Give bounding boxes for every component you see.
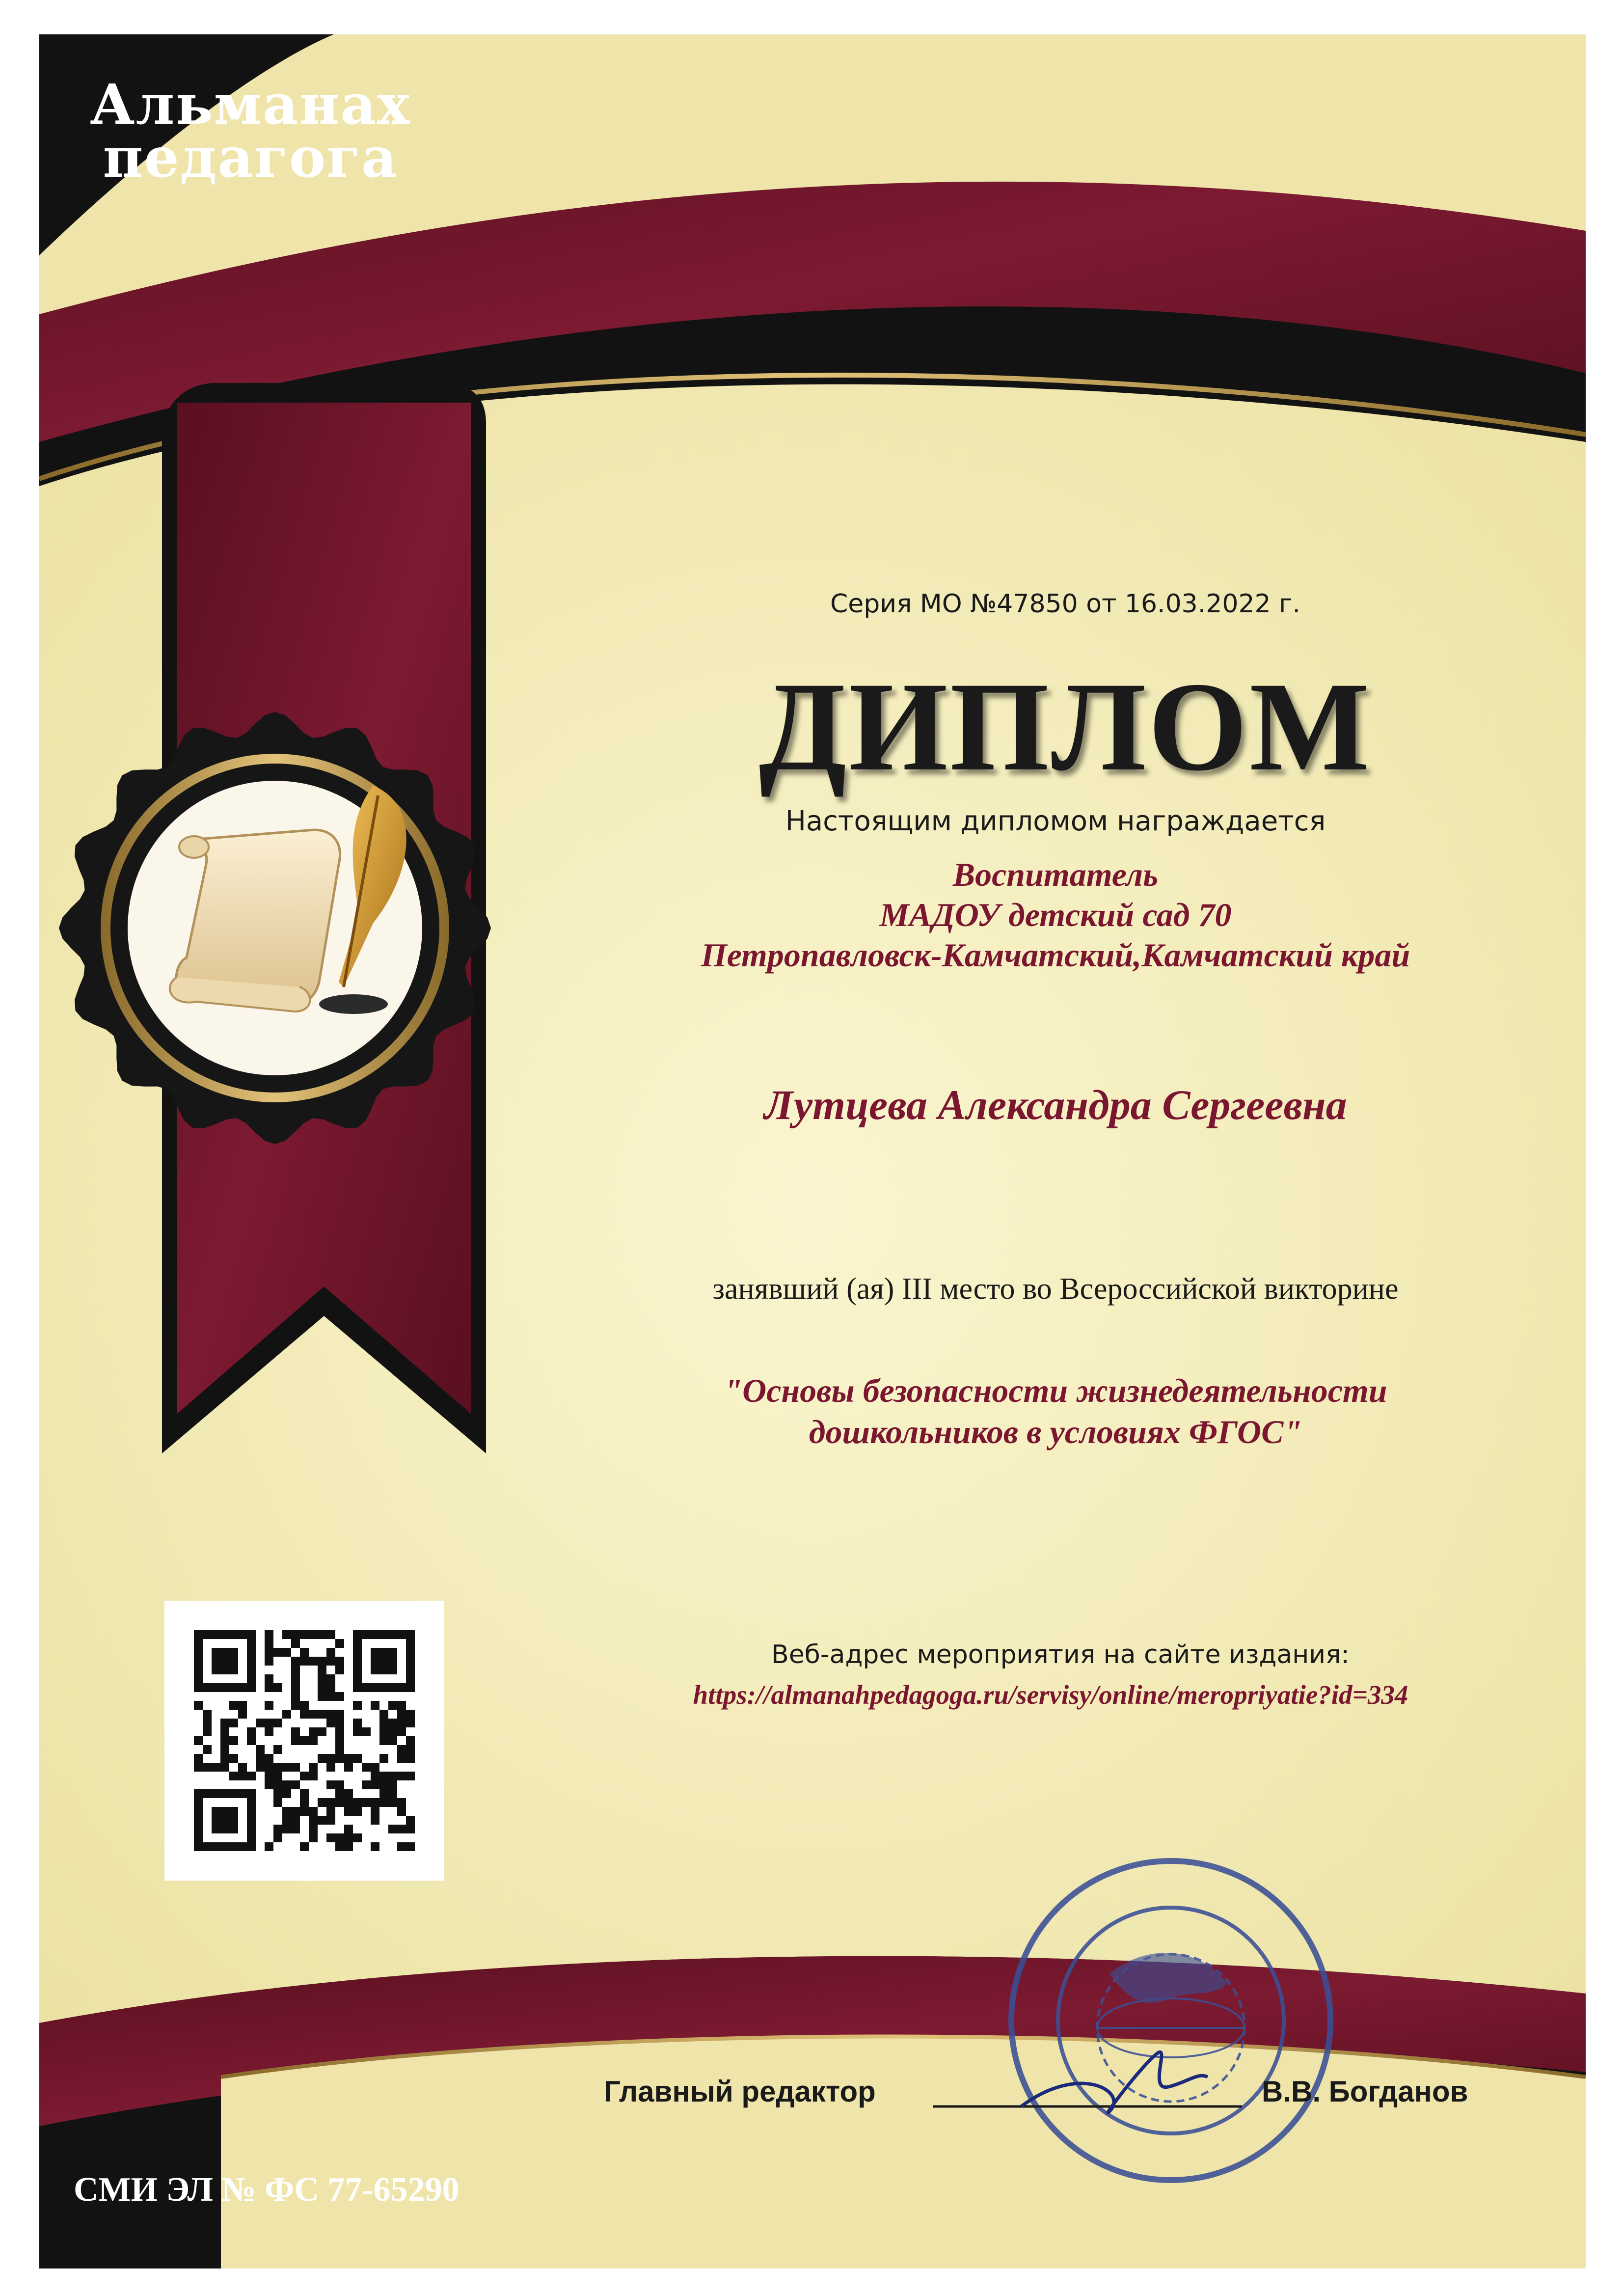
recipient-location: Петропавловск-Камчатский,Камчатский край (701, 936, 1410, 974)
diploma-title: ДИПЛОМ (758, 656, 1372, 797)
brand-line2: педагога (103, 126, 398, 190)
quiz-title-line1: "Основы безопасности жизнедеятельности (724, 1372, 1387, 1409)
editor-role: Главный редактор (604, 2075, 876, 2108)
recipient-organization: МАДОУ детский сад 70 (879, 896, 1232, 933)
brand-line1: Альманах (90, 73, 411, 137)
achievement-text: занявший (ая) III место во Всероссийской викторине (712, 1272, 1399, 1306)
quiz-title (589, 1370, 1522, 1452)
brand-logo (64, 73, 437, 190)
recipient-name: Лутцева Александра Сергеевна (764, 1081, 1347, 1128)
quiz-title-line2: дошкольников в условиях ФГОС" (809, 1413, 1302, 1450)
registration-number: СМИ ЭЛ № ФС 77-65290 (74, 2171, 460, 2209)
recipient-role: Воспитатель (952, 856, 1159, 893)
web-address-label: Веб-адрес мероприятия на сайте издания: (771, 1640, 1350, 1669)
awarded-text: Настоящим дипломом награждается (785, 805, 1326, 837)
medallion (59, 712, 491, 1144)
recipient-info (589, 854, 1522, 975)
editor-name: В.В. Богданов (1262, 2075, 1468, 2108)
series-number: Серия МО №47850 от 16.03.2022 г. (830, 589, 1300, 619)
event-url-link[interactable]: https://almanahpedagoga.ru/servisy/online/meropriyatie?id=334 (693, 1680, 1408, 1710)
